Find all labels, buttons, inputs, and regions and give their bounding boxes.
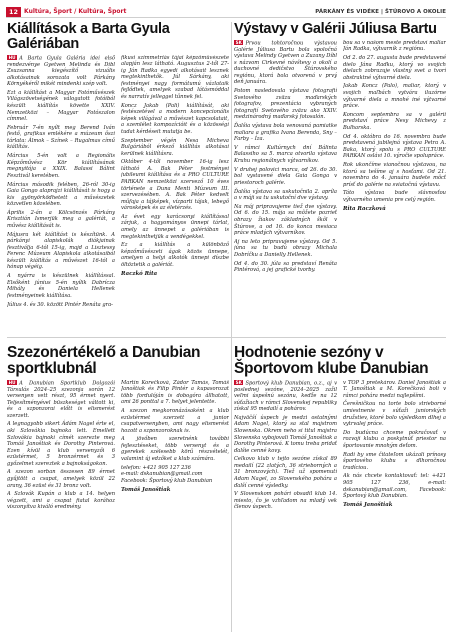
paragraph: Ďalšia výstava bola venovaná pamiatke maliara a grafika Ivana Berenda, Sny – Farby – Íza. bbox=[234, 123, 337, 143]
paragraph: Rok ukončíme vianočnou výstavou, na ktorú sa tešíme aj s hosťami. Od 21. novembra do 4. januára budete môcť prísť do galérie na sviatočnú výstavu. bbox=[343, 162, 446, 188]
article-title: Hodnotenie sezóny v Športovom klube Danubian bbox=[234, 344, 429, 377]
paragraph: Radi by sme čitateľom ukázali prínosy športového klubu s dlhoročnou tradíciou. bbox=[343, 451, 446, 471]
paragraph: Táto výstava bude slávnosťou výtvarného umenia pre celý región. bbox=[343, 190, 446, 203]
contact-info: telefon: +421 905 127 236 e-mail: dskanubian@gmail.com Facebook: Športový klub Danubian bbox=[121, 464, 213, 484]
paragraph: Július 4. és 30. között Pintér Renáta gra- bbox=[7, 301, 113, 308]
article-column bbox=[121, 55, 229, 343]
paragraph: A szezon sorban összesen 89 érmet gyűjtött a csapat, amelyek közül 22 arany, 36 ezüst és 31 bronz volt. bbox=[7, 469, 115, 489]
paragraph: V Slovenskom pohári obsadil klub 14. miesto, čo je vzhľadom na mladý vek členov úspech. bbox=[234, 491, 337, 511]
paragraph: Najväčší úspech je medzi ostatnými Adam Nagel, ktorý sa stal majstrom Slovenska. Okrem neho si titul majstra Slovenska vybojovali Tomáš Janoštiak a Dorothy Pinterová. K tomu treba pridať ďalšie cenné kovy. bbox=[234, 414, 337, 454]
article-title: Szezonértékelő a Danubian sportklubnál bbox=[7, 344, 201, 377]
paragraph: SK Športový klub Danubian, o.z., aj v poslednej sezóne, 2024–2025 zažil veľmi úspešnú sezónu, keďže na 12 súťažiach v rámci Slovenskej republiky získal 95 medailí a pohárov. bbox=[234, 379, 337, 413]
column-divider bbox=[231, 22, 232, 632]
paragraph: Április 2-án a Kölcsönzés Párkány Krisztián Ismerjük meg a galériát, a művész kiállítását is. bbox=[7, 209, 115, 230]
article-sport-hu bbox=[7, 345, 229, 635]
paragraph: Március 5-én volt a Regionális Képzőművész Kör kiállításának megnyitója a XXIX. Balassi Bálint Fesztivál keretében. bbox=[7, 153, 115, 179]
paragraph: V druhej polovici marca, od 26. do 30. bol vystavené diela Gaia Gonga v priestoroch galérie. bbox=[234, 166, 337, 186]
paragraph: Od 2. do 27. augusta bude predstavené dielo Jána Radku, ktorý vo svojich dielach zobrazuje vlastný svet a tvorí abstraktné výtvarné diela. bbox=[343, 55, 446, 81]
paragraph: A szezon megkoronázásaként a klub ezüstérmet szerzett a junior csapatversenyben, ami nagy elismerést hozott a szponzoroknak is. bbox=[121, 407, 229, 434]
paragraph: Od 4. októbra do 16. novembra bude predstavená jubilejná výstava Petra A. Baka, ktorý spolu s PRO CULTURE PARKAN oslávi 10. výročie spolupráce. bbox=[343, 133, 446, 160]
contact-info: Ak nás chcete kontaktovať: tel: +421 905 127 236, e-mail: dskanubian@gmail.com, Facebook: Športový klub Danubian. bbox=[343, 473, 446, 500]
paragraph: Májusra két kiállítást is készítünk. A párkányi alapiskolák diákjainak fesztiválja 6-tól 15-ig, majd a Lisztessy Ferenc Múzeum Alapiskola alkotásaiból készült kiállítás a művészet 16-tól a hónap végéig. bbox=[7, 231, 115, 271]
header-left bbox=[6, 7, 126, 17]
paragraph: Ez a kiállítás a különböző képzőművészeti ágak közös ünnepe, amelyen a helyi alkotók ünnepi díszbe öltöztetik a galériát. bbox=[121, 242, 229, 268]
paragraph: Aj na leto pripravujeme výstavy. Od 5. júna sa tu budú obrazy Michala Dobríčku a Danielly Hellenek. bbox=[234, 238, 337, 258]
article-column bbox=[7, 55, 115, 343]
article-column bbox=[234, 40, 337, 328]
article-title: Výstavy v Galérii Júliusa Bartu bbox=[234, 21, 437, 37]
publication-title: PÁRKÁNY ÉS VIDÉKE | ŠTÚROVO A OKOLIE bbox=[315, 8, 446, 15]
paragraph: Od 4. do 30. júla sa predstaví Renáta Pintérová, a jej grafické tvorby. bbox=[234, 260, 337, 274]
article-column bbox=[121, 380, 229, 612]
paragraph: Koncom septembra sa v galérii predstaví práce Nesy Michevy z Bulharska. bbox=[343, 111, 446, 131]
paragraph: Koncz Jakab (Pali) kiállítását, aki festészetével a modern koncepcionális képek világával a művészet kapcsolatait, a szemlélet kompozícióit és a közösségi tudat kérdéseit mutatja be. bbox=[121, 102, 229, 135]
paragraph: A Szlovák Kupán a klub a 14. helyen végzett, ami a csapat fiatal korához viszonyítva kiváló eredmény. bbox=[7, 491, 115, 511]
language-tag: SK bbox=[235, 379, 242, 385]
paragraph: Szeptember végén Nesa Micheva Bulgáriából érkező kiállítás alkotásai kerülnek kiállításra. bbox=[121, 137, 229, 157]
paragraph: A legnagyobb sikert Ádám Nagel érte el, aki Szlovákia bajnoka lett. Emellett Szlovákia bajnoki címét szerezte meg Tomáš Janoštiak és Dorothy Pinterová. Ezen kívül a klub versenyzői 6 ezüstérmet, 5 bronzérmet és 3 győzelmet szereztek a bajnokságokon. bbox=[7, 421, 115, 467]
paragraph: HU A Barta Gyula Galéria idei első rendezvénye Gyetven Melinda és Dibl Zsuzsanna kiegészítő vizuális alkotásainak sorozata volt Párkány Környékéről mikét mindenki szép volt. bbox=[7, 54, 115, 88]
author-name: Tomáš Janoštiak bbox=[343, 501, 393, 508]
paragraph: Ďalšia výstava sa uskutočnila 2. apríla a v máji sa tu uskutoční dve výstavy. bbox=[234, 188, 337, 202]
paragraph: Potom nasledovala výstava fotografií Svetového zväzu maďarských fotografov, prezentácia vybraných fotografií Svetového zväzu ako XXIV. medzinárodný maďarský fotosalón. bbox=[234, 88, 337, 121]
article-gallery-hu bbox=[7, 22, 229, 332]
article-title: Kiállítások a Barta Gyula Galériában bbox=[7, 21, 170, 52]
paragraph: v TOP 3 pretekárov. Daniel Janoštiak a T. Janoštiak a M. Korečková boli v rámci pohára medzi najlepšími. bbox=[343, 379, 446, 399]
article-gallery-sk bbox=[234, 22, 446, 332]
paragraph: A nyárra is készülnek kiállítással. Elsőként június 5-én nyílik Dabrícza Mihály és Daniela Hellenek festményeinek kiállítása. bbox=[7, 273, 115, 299]
author-name: Tomáš Janoštiak bbox=[121, 486, 171, 493]
article-column bbox=[7, 380, 115, 612]
paragraph: Március második felében, 26-ról 30-ig Gaia Gongo alaprajzi kiállítását is hogy a kis gyönyörködhetett a művészetek közvetlen közelében. bbox=[7, 181, 115, 208]
author-name: Rita Raczková bbox=[343, 205, 386, 212]
language-tag: SK bbox=[235, 39, 242, 45]
page-header bbox=[6, 6, 446, 18]
article-column bbox=[234, 380, 337, 612]
page-number: 12 bbox=[6, 7, 21, 17]
paragraph: V rámci Kultúrnych dní Bálinta Balassiho sa 5. marca otvorila výstava Kruhu regionálnych výtvarníkov. bbox=[234, 144, 337, 165]
paragraph: SK Prvou tohtoročnou výstavou Galérie Júliusa Bartu bola spoločná výstava Melindy Gyetven a Zuzany Díbl s názvom Cirkevné návštevy o okolí a duchovné dedičstvo Štúrovského regiónu, ktorá bola otvorená v prvý deň januára. bbox=[234, 39, 337, 86]
paragraph: bou sa v našom meste predstaví maliar Ján Radka, výtvarník z regiónu. bbox=[343, 39, 446, 53]
paragraph: Čerešničkou na torte bolo strieborné umiestnenie v súťaži juniorských družstiev, ktoré bolo výsledkom dlhej a vytrvalej práce. bbox=[343, 401, 446, 428]
article-column bbox=[343, 380, 446, 612]
paragraph: HU A Danubian Sportklub Dolgozói Társulás 2024–25 szezonja során 12 versenyen vett részt, 95 érmet nyert. Teljesítményével büszkeséget váltott ki, és a szponzorai előtt is elismerést szerzett. bbox=[7, 379, 115, 419]
paragraph: fikusi szimmetriás tájai képzőművészete alapján lesz látható. Augusztus 2-től 27-ig Ján Radka egyedi alkotásait lesznek megtekinthetők. Júl Sárkány, aki festményei nagy formátumú vázlataik fejlődtek, amelyek szabad látásmóddal és narratív jelleggel tűnnek fel. bbox=[121, 54, 229, 100]
section-title: Kultúra, Šport / Kultúra, Šport bbox=[24, 8, 127, 15]
article-column bbox=[343, 40, 446, 328]
paragraph: Martin Korečková, Zádor Tamás, Tomáš Janoštiak és Filip Pintér a kupasorozat több fordulóján is dobogóra állhatott, ami 26 ponttal a 7. helyet jelentette. bbox=[121, 379, 229, 406]
author-name: Raczkó Rita bbox=[121, 270, 158, 277]
paragraph: Október 4-től november 16-ig lesz látható A. Bak Péter festményei jubileumi kiállítása és a PRO CULTURE PARKAN nemzetközi szervező 10 éves története a Duna Menti Múzeum III. szervezésében. A. Bak Péter kedvelt műfaja a tájképek, vízparti tájak, lebegő városképek és az életérzés. bbox=[121, 159, 229, 212]
paragraph: Február 7-én nyílt meg Berend Iván festő, grafikus emlékére a múzeum őszi tárlata: Álmok – Színek – Rugalmas című kiállítás. bbox=[7, 124, 115, 151]
paragraph: Celkovo klub v tejto sezóne získal 89 medailí (22 zlatých, 36 strieborných a 31 bronzových). Tiež už spomenutí Adam Nagel, zo Slovenského pohára a ďalší cenné výsledky. bbox=[234, 456, 337, 489]
paragraph: Do budúcna chceme pokračovať v rozvoji klubu a poskytnúť priestor na športovanie mnohým deťom. bbox=[343, 429, 446, 449]
language-tag: HU bbox=[8, 54, 16, 60]
language-tag: HU bbox=[8, 379, 16, 385]
paragraph: Az évet egy karácsonyi kiállítással zárjuk, a hagyományos ünnepi tárlat, amely az ünnepet a galériában is megtekinthetjük a vendégekkel. bbox=[121, 213, 229, 240]
paragraph: Na máj pripravujeme tiež dve výstavy. Od 6. do 15. mája sa môžete pozrieť obrazy žiakov základných škôl v Štúrove, a od 16. do konca mesiaca práce mladých výtvarníkov. bbox=[234, 203, 337, 237]
paragraph: Ezt a kiállítást a Magyar Fotóművészek Világszövetségének válogatott fotóiból készült kiállítás követte XXIV. Nemzetközi – Magyar Fotószalon címmel. bbox=[7, 89, 115, 123]
paragraph: A jövőben szeretnénk további fejlesztéseket, több versenyt és a gyerekek szélesebb körű részvételét, valamint új edzőket a klub számára. bbox=[121, 436, 229, 462]
paragraph: Jakab Koncz (Palo), maliar, ktorý v svojich maľbách vytvára iluzórne výtvarné diela a mnohé iné výtvarné práce. bbox=[343, 83, 446, 110]
article-sport-sk bbox=[234, 345, 446, 635]
